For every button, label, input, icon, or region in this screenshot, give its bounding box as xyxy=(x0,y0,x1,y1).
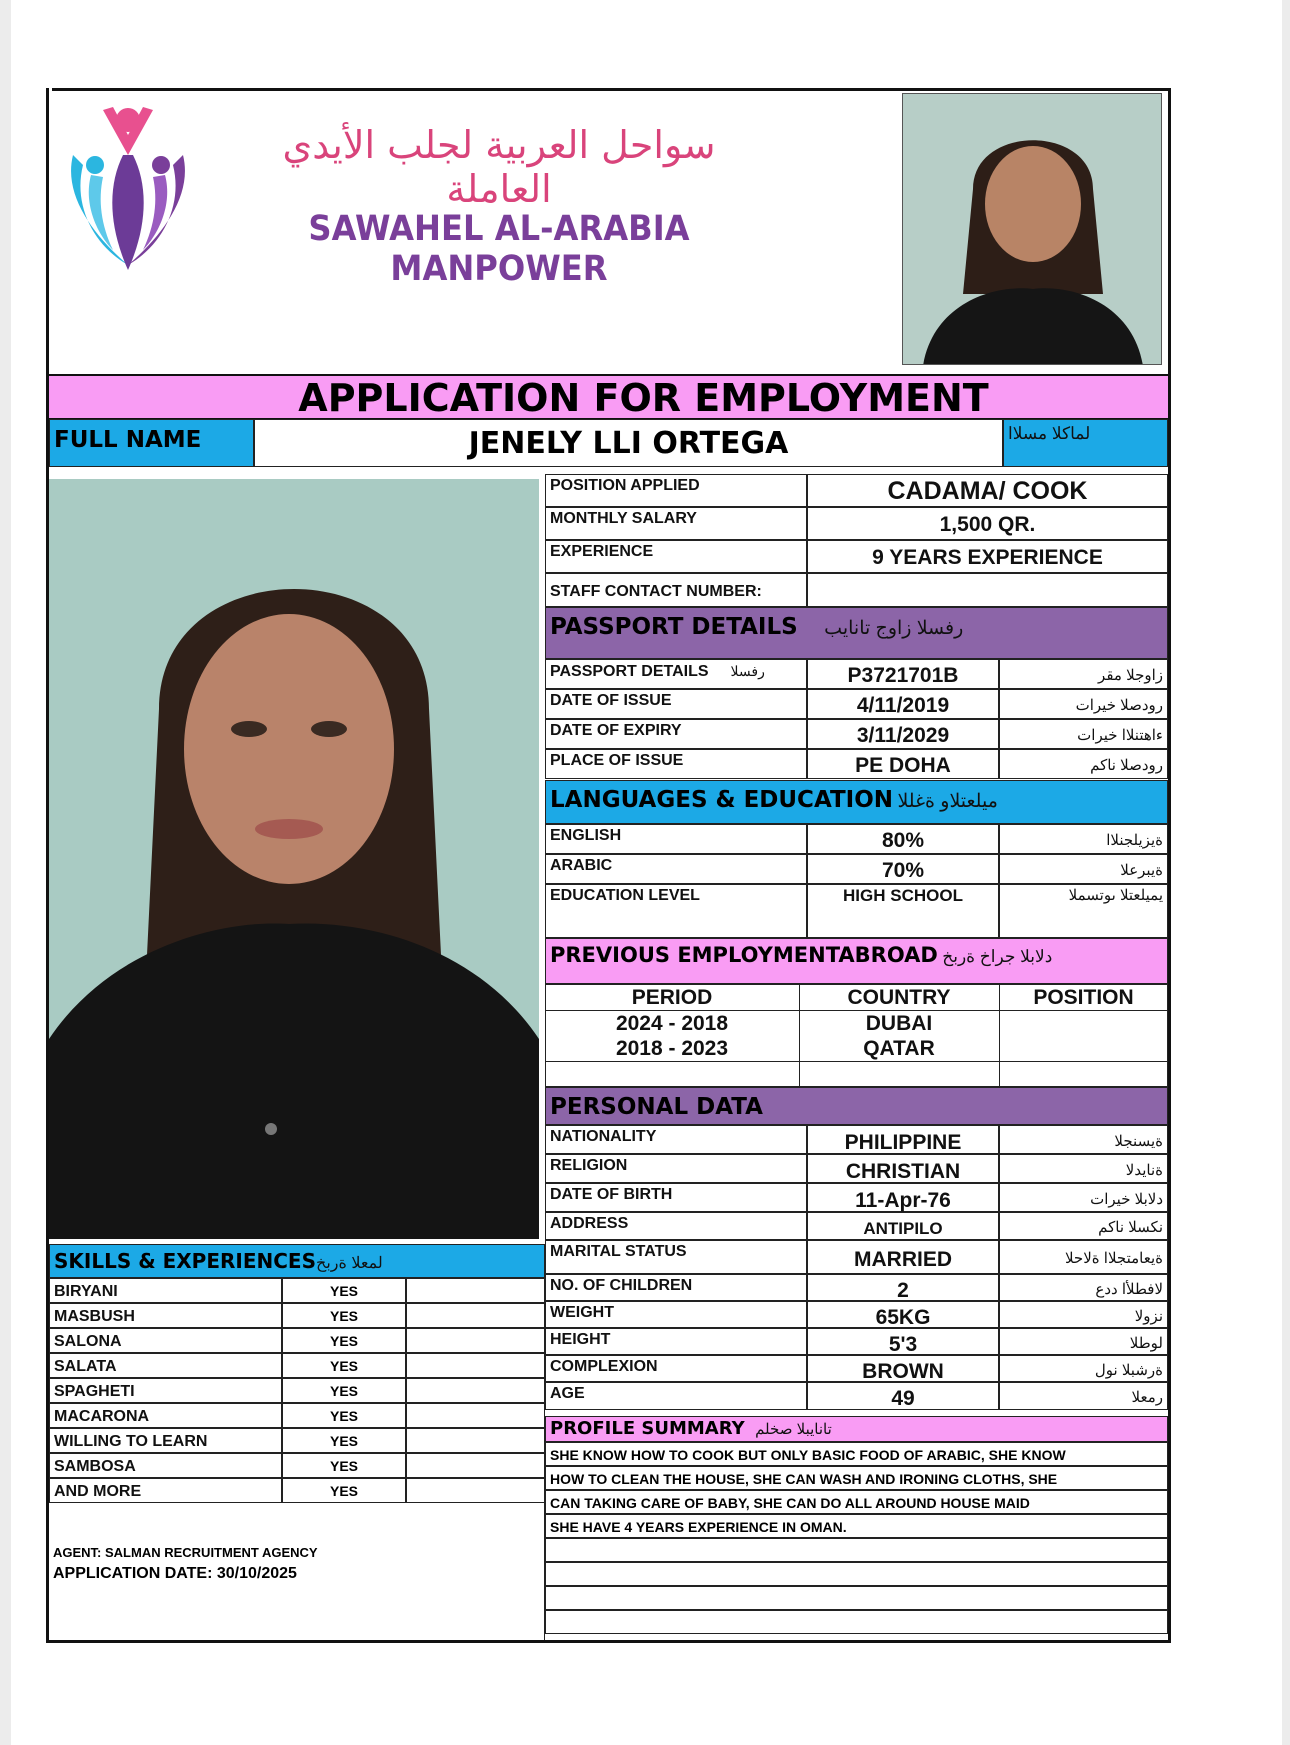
skill-row-value: YES xyxy=(282,1428,406,1453)
personal-row-arabic: نكسلا ناكم xyxy=(999,1212,1168,1240)
profile-summary-heading: PROFILE SUMMARY تانايبلا صخلم xyxy=(545,1416,1168,1442)
personal-row-label: NATIONALITY xyxy=(545,1125,807,1154)
language-row-value: 70% xyxy=(807,854,999,884)
personal-row-label: AGE xyxy=(545,1382,807,1410)
language-row-arabic: يميلعتلا ىوتسملا xyxy=(999,884,1168,938)
skill-row-blank xyxy=(406,1453,545,1478)
position-row-value: 9 YEARS EXPERIENCE xyxy=(807,540,1168,573)
application-form xyxy=(46,88,1171,1643)
skill-row-blank xyxy=(406,1478,545,1503)
full-name-label: FULL NAME xyxy=(49,419,254,467)
skill-row-name: SALONA xyxy=(49,1328,282,1353)
passport-row-label-text: PLACE OF ISSUE xyxy=(550,752,684,769)
skill-row-blank xyxy=(406,1428,545,1453)
full-name-arabic: لماكلا مسلاا xyxy=(1003,419,1168,467)
personal-row-value: BROWN xyxy=(807,1355,999,1382)
position-row-value: 1,500 QR. xyxy=(807,507,1168,540)
skill-row-blank xyxy=(406,1303,545,1328)
passport-row-value: PE DOHA xyxy=(807,749,999,779)
passport-row-label-arabic: رفسلا xyxy=(730,663,765,679)
personal-row-label: HEIGHT xyxy=(545,1328,807,1355)
skill-row-name: SALATA xyxy=(49,1353,282,1378)
personal-row-arabic: رمعلا xyxy=(999,1382,1168,1410)
skill-row-name: WILLING TO LEARN xyxy=(49,1428,282,1453)
form-title xyxy=(49,374,1168,419)
skill-row-name: BIRYANI xyxy=(49,1278,282,1303)
personal-row-value: ANTIPILO xyxy=(807,1212,999,1240)
passport-row-value: P3721701B xyxy=(807,659,999,689)
personal-row-label: DATE OF BIRTH xyxy=(545,1183,807,1212)
personal-row-label: ADDRESS xyxy=(545,1212,807,1240)
skill-row-value: YES xyxy=(282,1453,406,1478)
applicant-photo-small xyxy=(902,93,1162,365)
skill-row-value: YES xyxy=(282,1303,406,1328)
personal-row-arabic: ةرشبلا نول xyxy=(999,1355,1168,1382)
personal-row-arabic: دلابلا خيرات xyxy=(999,1183,1168,1212)
personal-row-label: WEIGHT xyxy=(545,1301,807,1328)
personal-row-label: NO. OF CHILDREN xyxy=(545,1274,807,1301)
personal-row-arabic: لوطلا xyxy=(999,1328,1168,1355)
personal-row-value: 5'3 xyxy=(807,1328,999,1355)
previous-column-header: PERIOD xyxy=(631,986,713,1009)
skill-row-name: MASBUSH xyxy=(49,1303,282,1328)
personal-row-label: RELIGION xyxy=(545,1154,807,1183)
application-date: APPLICATION DATE: 30/10/2025 xyxy=(53,1565,297,1582)
people-logo-icon xyxy=(53,95,203,280)
personal-row-value: PHILIPPINE xyxy=(807,1125,999,1154)
profile-summary-line xyxy=(545,1586,1168,1610)
passport-row-label xyxy=(545,749,807,779)
personal-row-arabic: لافطلأا ددع xyxy=(999,1274,1168,1301)
previous-row-period: 2018 - 2023 xyxy=(615,1037,729,1060)
company-name-arabic: سواحل العربية لجلب الأيدي العاملة xyxy=(282,123,716,211)
skill-row-name: SAMBOSA xyxy=(49,1453,282,1478)
profile-summary-line xyxy=(545,1538,1168,1562)
page-margin-left xyxy=(0,0,11,1745)
passport-row-arabic: ءاهتنلاا خيرات xyxy=(999,719,1168,749)
passport-row-label-text: DATE OF ISSUE xyxy=(550,692,672,709)
position-row-label: POSITION APPLIED xyxy=(545,474,807,507)
language-row-value: HIGH SCHOOL xyxy=(807,884,999,938)
previous-row-country: QATAR xyxy=(863,1037,935,1060)
personal-row-arabic: نزولا xyxy=(999,1301,1168,1328)
agent-text: AGENT: SALMAN RECRUITMENT AGENCY xyxy=(53,1545,318,1560)
passport-row-label-text: DATE OF EXPIRY xyxy=(550,722,682,739)
personal-row-value: 2 xyxy=(807,1274,999,1301)
skill-row-blank xyxy=(406,1328,545,1353)
passport-row-value: 4/11/2019 xyxy=(807,689,999,719)
position-row-value: CADAMA/ COOK xyxy=(807,474,1168,507)
profile-summary-line xyxy=(545,1562,1168,1586)
row-divider xyxy=(545,1061,1168,1062)
skill-row-blank xyxy=(406,1378,545,1403)
company-logo xyxy=(53,95,203,280)
skill-row-blank xyxy=(406,1278,545,1303)
skills-heading: SKILLS & EXPERIENCESلمعلا ةربخ xyxy=(49,1244,545,1278)
position-row-value xyxy=(807,573,1168,607)
previous-column-header: COUNTRY xyxy=(847,986,951,1009)
personal-row-arabic: ةنايدلا xyxy=(999,1154,1168,1183)
previous-employment-heading: PREVIOUS EMPLOYMENTABROAD دلابلا جراخ ةربخ xyxy=(545,938,1168,984)
passport-row-label xyxy=(545,659,807,689)
form-title-text: APPLICATION FOR EMPLOYMENT xyxy=(298,376,989,420)
header-divider-right xyxy=(49,88,52,258)
passport-row-label xyxy=(545,719,807,749)
passport-row-arabic: رودصلا خيرات xyxy=(999,689,1168,719)
position-row-label: STAFF CONTACT NUMBER: xyxy=(545,573,807,607)
applicant-photo-large xyxy=(49,479,539,1239)
language-row-label: EDUCATION LEVEL xyxy=(545,884,807,938)
skill-row-blank xyxy=(406,1403,545,1428)
skill-row-value: YES xyxy=(282,1353,406,1378)
profile-summary-line: SHE KNOW HOW TO COOK BUT ONLY BASIC FOOD OF ARABIC, SHE KNOW xyxy=(545,1442,1168,1466)
passport-row-label xyxy=(545,689,807,719)
profile-summary-line: SHE HAVE 4 YEARS EXPERIENCE IN OMAN. xyxy=(545,1514,1168,1538)
languages-heading: LANGUAGES & EDUCATION ميلعتلاو ةغللا xyxy=(545,780,1168,824)
position-row-label: EXPERIENCE xyxy=(545,540,807,573)
skill-row-value: YES xyxy=(282,1378,406,1403)
language-row-arabic: ةيزيلجنلاا xyxy=(999,824,1168,854)
passport-row-arabic: رودصلا ناكم xyxy=(999,749,1168,779)
personal-row-value: 65KG xyxy=(807,1301,999,1328)
skill-row-value: YES xyxy=(282,1328,406,1353)
passport-row-label-text: PASSPORT DETAILS xyxy=(550,663,709,680)
full-name-value: JENELY LLI ORTEGA xyxy=(254,419,1003,467)
profile-summary-line: HOW TO CLEAN THE HOUSE, SHE CAN WASH AND IRONING CLOTHS, SHE xyxy=(545,1466,1168,1490)
profile-summary-line xyxy=(545,1610,1168,1634)
language-row-label: ENGLISH xyxy=(545,824,807,854)
language-row-label: ARABIC xyxy=(545,854,807,884)
company-name-english: SAWAHEL AL-ARABIA MANPOWER xyxy=(308,209,690,289)
personal-row-arabic: ةيعامتجلاا ةلاحلا xyxy=(999,1240,1168,1274)
personal-row-value: CHRISTIAN xyxy=(807,1154,999,1183)
position-row-label: MONTHLY SALARY xyxy=(545,507,807,540)
previous-row-position xyxy=(999,1010,1168,1035)
personal-row-value: 49 xyxy=(807,1382,999,1410)
personal-row-label: COMPLEXION xyxy=(545,1355,807,1382)
skill-row-value: YES xyxy=(282,1478,406,1503)
footer-divider xyxy=(544,1503,545,1640)
page-margin-right xyxy=(1282,0,1290,1745)
skill-row-name: SPAGHETI xyxy=(49,1378,282,1403)
previous-column-header: POSITION xyxy=(1033,986,1134,1009)
passport-row-arabic: زاوجلا مقر xyxy=(999,659,1168,689)
personal-row-value: 11-Apr-76 xyxy=(807,1183,999,1212)
previous-row-position xyxy=(999,1035,1168,1060)
previous-row-country: DUBAI xyxy=(865,1012,933,1035)
personal-row-label: MARITAL STATUS xyxy=(545,1240,807,1274)
language-row-arabic: ةيبرعلا xyxy=(999,854,1168,884)
skill-row-name: AND MORE xyxy=(49,1478,282,1503)
personal-row-arabic: ةيسنجلا xyxy=(999,1125,1168,1154)
language-row-value: 80% xyxy=(807,824,999,854)
passport-heading: PASSPORT DETAILS رفسلا زاوج تانايب xyxy=(545,607,1168,659)
skill-row-name: MACARONA xyxy=(49,1403,282,1428)
skill-row-value: YES xyxy=(282,1278,406,1303)
previous-row-period: 2024 - 2018 xyxy=(615,1012,729,1035)
skill-row-value: YES xyxy=(282,1403,406,1428)
personal-row-value: MARRIED xyxy=(807,1240,999,1274)
passport-row-value: 3/11/2029 xyxy=(807,719,999,749)
profile-summary-line: CAN TAKING CARE OF BABY, SHE CAN DO ALL AROUND HOUSE MAID xyxy=(545,1490,1168,1514)
skill-row-blank xyxy=(406,1353,545,1378)
personal-data-heading: PERSONAL DATA xyxy=(545,1087,1168,1125)
